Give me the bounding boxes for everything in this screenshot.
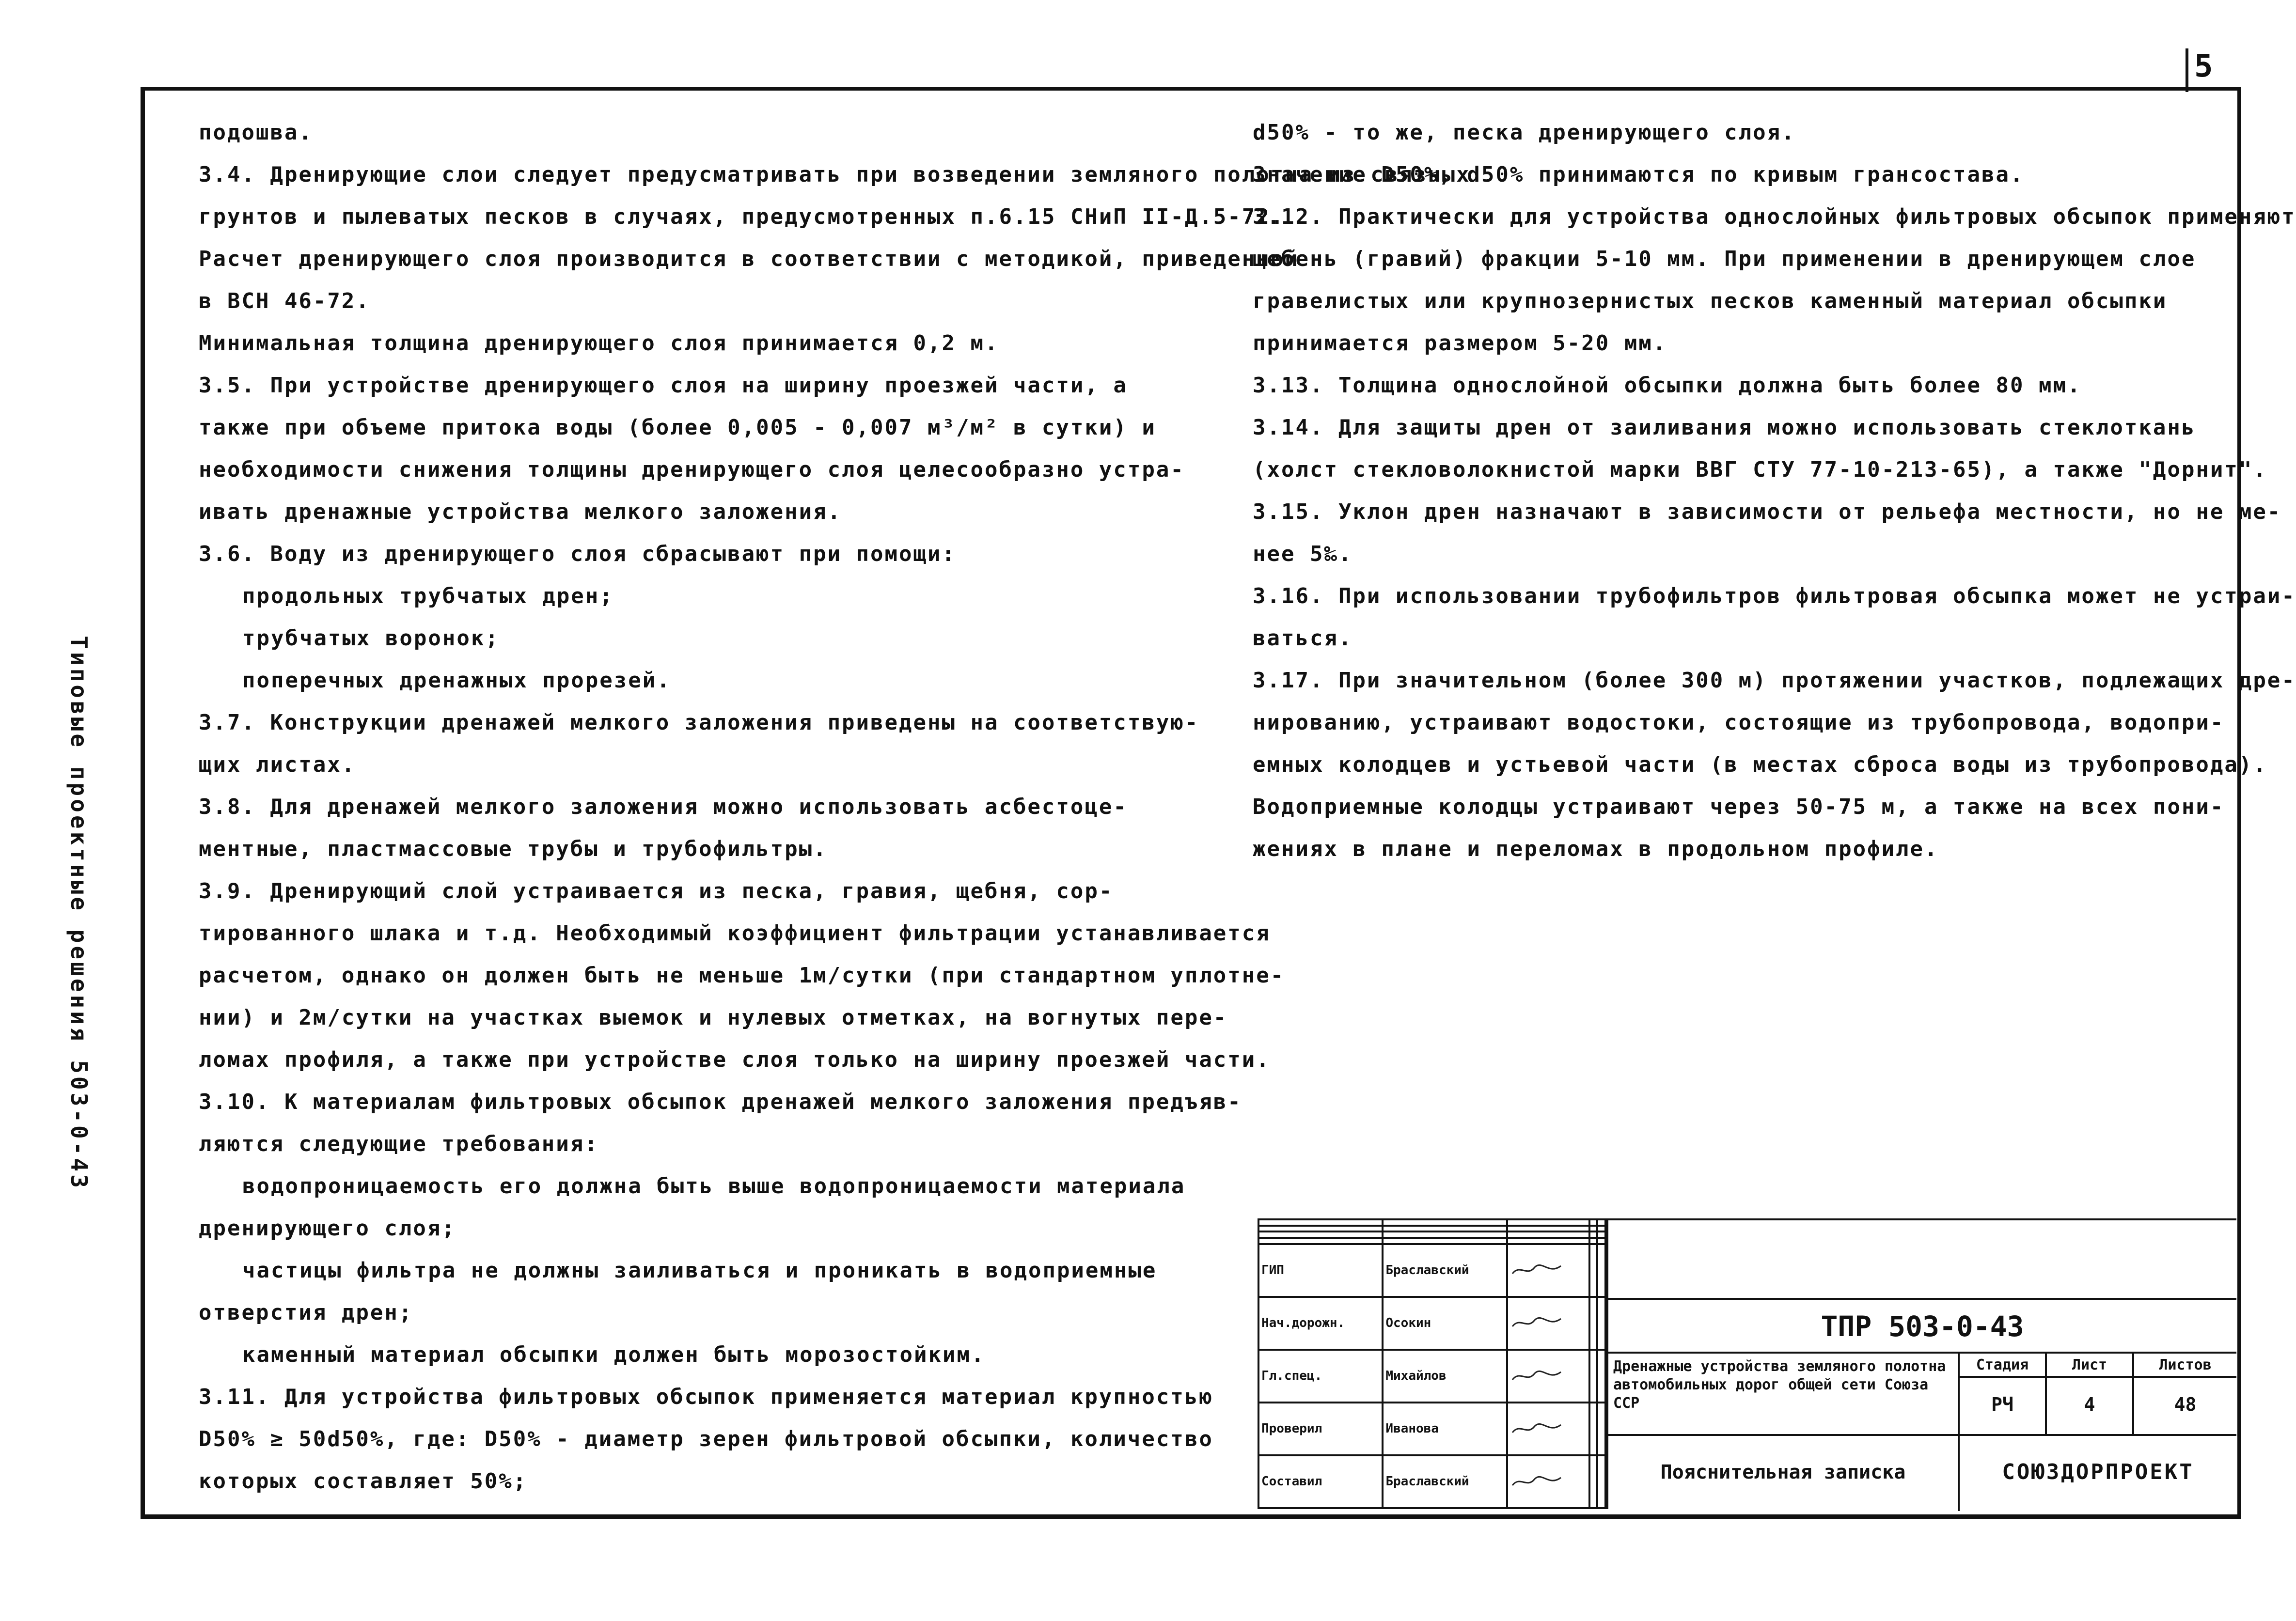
signature-extra [1597, 1244, 1605, 1297]
organization-name: СОЮЗДОРПРОЕКТ [2002, 1460, 2194, 1484]
document-description: Дренажные устройства земляного полотна автомобильных дорог общей сети Союза ССР [1608, 1354, 1960, 1436]
text-line: Расчет дренирующего слоя производится в соответствии с методикой, приведенной [199, 247, 1299, 271]
text-line: 3.12. Практически для устройства однослойных фильтровых обсыпок применяют [1253, 204, 2296, 229]
text-line: 3.7. Конструкции дренажей мелкого заложения приведены на соответствую- [199, 710, 1199, 735]
blank-cell [1597, 1231, 1605, 1238]
text-line: которых составляет 50%; [199, 1469, 528, 1494]
stage-value: РЧ [1960, 1378, 2047, 1436]
signature-date [1589, 1297, 1598, 1350]
text-line: (холст стекловолокнистой марки ВВГ СТУ 77-10-213-65), а также "Дорнит". [1253, 457, 2267, 482]
text-line: также при объеме притока воды (более 0,005 - 0,007 м³/м² в сутки) и [199, 415, 1156, 440]
text-line: 3.10. К материалам фильтровых обсыпок дренажей мелкого заложения предъяв- [199, 1090, 1242, 1114]
text-line: 3.11. Для устройства фильтровых обсыпок применяется материал крупностью [199, 1385, 1213, 1409]
signature-date [1589, 1455, 1598, 1508]
text-line: в ВСН 46-72. [199, 289, 370, 313]
blank-cell [1258, 1226, 1383, 1232]
blank-cell [1597, 1238, 1605, 1244]
text-line: подошва. [199, 120, 313, 145]
blank-cell [1258, 1219, 1383, 1226]
blank-cell [1597, 1219, 1605, 1226]
text-line: отверстия дрен; [199, 1300, 413, 1325]
text-line: расчетом, однако он должен быть не меньше 1м/сутки (при стандартном уплотне- [199, 963, 1285, 988]
document-name: Пояснительная записка [1608, 1436, 1960, 1511]
blank-cell [1507, 1226, 1589, 1232]
blank-cell [1507, 1231, 1589, 1238]
signature-row [1258, 1455, 1605, 1508]
text-line: 3.9. Дренирующий слой устраивается из песка, гравия, щебня, сор- [199, 879, 1114, 904]
blank-row [1258, 1231, 1605, 1238]
text-line: частицы фильтра не должны заиливаться и проникать в водоприемные [242, 1258, 1157, 1283]
blank-row [1258, 1219, 1605, 1226]
signature-mark [1507, 1403, 1589, 1455]
text-line: 3.15. Уклон дрен назначают в зависимости от рельефа местности, но не ме- [1253, 499, 2282, 524]
signature-extra [1597, 1455, 1605, 1508]
text-line: 3.6. Воду из дренирующего слоя сбрасывают при помощи: [199, 542, 956, 566]
sheet-header: Лист [2047, 1354, 2134, 1378]
text-line: водопроницаемость его должна быть выше водопроницаемости материала [242, 1174, 1186, 1199]
page-number-line [2186, 48, 2188, 92]
blank-row [1258, 1238, 1605, 1244]
signature-date [1589, 1350, 1598, 1403]
text-line: D50% ≥ 50d50%, где: D50% - диаметр зерен фильтровой обсыпки, количество [199, 1427, 1213, 1451]
text-line: продольных трубчатых дрен; [242, 584, 614, 608]
signature-name: Браславский [1383, 1455, 1507, 1508]
sheet-value: 4 [2047, 1378, 2134, 1436]
text-line: 3.14. Для защиты дрен от заиливания можно использовать стеклоткань [1253, 415, 2196, 440]
text-line: гравелистых или крупнозернистых песков каменный материал обсыпки [1253, 289, 2168, 313]
blank-cell [1383, 1231, 1507, 1238]
blank-cell [1589, 1219, 1598, 1226]
signature-role: Нач.дорожн. [1258, 1297, 1383, 1350]
blank-cell [1383, 1238, 1507, 1244]
signature-date [1589, 1403, 1598, 1455]
blank-cell [1589, 1226, 1598, 1232]
text-line: 3.5. При устройстве дренирующего слоя на ширину проезжей части, а [199, 373, 1128, 398]
blank-cell [1507, 1219, 1589, 1226]
signature-mark [1507, 1455, 1589, 1508]
text-line: принимается размером 5-20 мм. [1253, 331, 1667, 356]
text-line: нии) и 2м/сутки на участках выемок и нулевых отметках, на вогнутых пере- [199, 1005, 1228, 1030]
text-line: Значение D50%, d50% принимаются по кривым грансостава. [1253, 162, 2025, 187]
right-column [1253, 111, 2296, 870]
text-line: 3.4. Дренирующие слои следует предусматривать при возведении земляного полотна из связных [199, 162, 1471, 187]
blank-cell [1507, 1238, 1589, 1244]
signature-grid [1258, 1218, 1606, 1509]
text-line: щих листах. [199, 752, 356, 777]
blank-cell [1383, 1219, 1507, 1226]
signature-role: Проверил [1258, 1403, 1383, 1455]
page-number: 5 [2194, 48, 2213, 84]
signature-row [1258, 1297, 1605, 1350]
signature-name: Браславский [1383, 1244, 1507, 1297]
signature-row [1258, 1350, 1605, 1403]
signature-row [1258, 1244, 1605, 1297]
text-line: 3.13. Толщина однослойной обсыпки должна быть более 80 мм. [1253, 373, 2082, 398]
text-line: ваться. [1253, 626, 1353, 651]
signature-name: Михайлов [1383, 1350, 1507, 1403]
blank-cell [1258, 1231, 1383, 1238]
side-note: Типовые проектные решения 503-0-43 [66, 636, 92, 1191]
text-line: Минимальная толщина дренирующего слоя принимается 0,2 м. [199, 331, 999, 356]
blank-cell [1589, 1231, 1598, 1238]
text-line: жениях в плане и переломах в продольном профиле. [1253, 837, 1939, 861]
signature-mark [1507, 1297, 1589, 1350]
signature-role: Составил [1258, 1455, 1383, 1508]
text-line: ментные, пластмассовые трубы и трубофильтры. [199, 837, 828, 861]
signature-role: Гл.спец. [1258, 1350, 1383, 1403]
signature-date [1589, 1244, 1598, 1297]
text-line: 3.16. При использовании трубофильтров фильтровая обсыпка может не устраи- [1253, 584, 2296, 608]
blank-row [1258, 1226, 1605, 1232]
title-block [1258, 1218, 2236, 1509]
signature-extra [1597, 1350, 1605, 1403]
signature-extra [1597, 1403, 1605, 1455]
text-line: Водоприемные колодцы устраивают через 50-75 м, а также на всех пони- [1253, 795, 2225, 819]
blank-cell [1589, 1238, 1598, 1244]
text-line: необходимости снижения толщины дренирующего слоя целесообразно устра- [199, 457, 1185, 482]
text-line: щебень (гравий) фракции 5-10 мм. При применении в дренирующем слое [1253, 247, 2196, 271]
text-line: емных колодцев и устьевой части (в местах сброса воды из трубопровода). [1253, 752, 2267, 777]
signature-row [1258, 1403, 1605, 1455]
text-line: грунтов и пылеватых песков в случаях, предусмотренных п.6.15 СНиП II-Д.5-72. [199, 204, 1285, 229]
text-line: ломах профиля, а также при устройстве слоя только на ширину проезжей части. [199, 1047, 1271, 1072]
signature-mark [1507, 1244, 1589, 1297]
text-line: поперечных дренажных прорезей. [242, 668, 671, 693]
text-line: ляются следующие требования: [199, 1132, 599, 1156]
signature-name: Осокин [1383, 1297, 1507, 1350]
text-line: нированию, устраивают водостоки, состоящие из трубопровода, водопри- [1253, 710, 2225, 735]
sheets-value: 48 [2134, 1378, 2236, 1436]
text-line: d50% - то же, песка дренирующего слоя. [1253, 120, 1796, 145]
sheets-header: Листов [2134, 1354, 2236, 1378]
blank-cell [1597, 1226, 1605, 1232]
blank-cell [1258, 1238, 1383, 1244]
signature-role: ГИП [1258, 1244, 1383, 1297]
text-line: тированного шлака и т.д. Необходимый коэффициент фильтрации устанавливается [199, 921, 1271, 946]
document-code: ТПР 503-0-43 [1608, 1298, 2236, 1354]
title-block-main [1606, 1218, 2236, 1509]
signature-extra [1597, 1297, 1605, 1350]
text-line: 3.8. Для дренажей мелкого заложения можно использовать асбестоце- [199, 795, 1128, 819]
text-line: 3.17. При значительном (более 300 м) протяжении участков, подлежащих дре- [1253, 668, 2296, 693]
signature-name: Иванова [1383, 1403, 1507, 1455]
text-line: ивать дренажные устройства мелкого заложения. [199, 499, 842, 524]
blank-cell [1383, 1226, 1507, 1232]
text-line: нее 5‰. [1253, 542, 1353, 566]
text-line: дренирующего слоя; [199, 1216, 456, 1241]
stage-header: Стадия [1960, 1354, 2047, 1378]
text-line: трубчатых воронок; [242, 626, 500, 651]
signature-mark [1507, 1350, 1589, 1403]
text-line: каменный материал обсыпки должен быть морозостойким. [242, 1342, 986, 1367]
